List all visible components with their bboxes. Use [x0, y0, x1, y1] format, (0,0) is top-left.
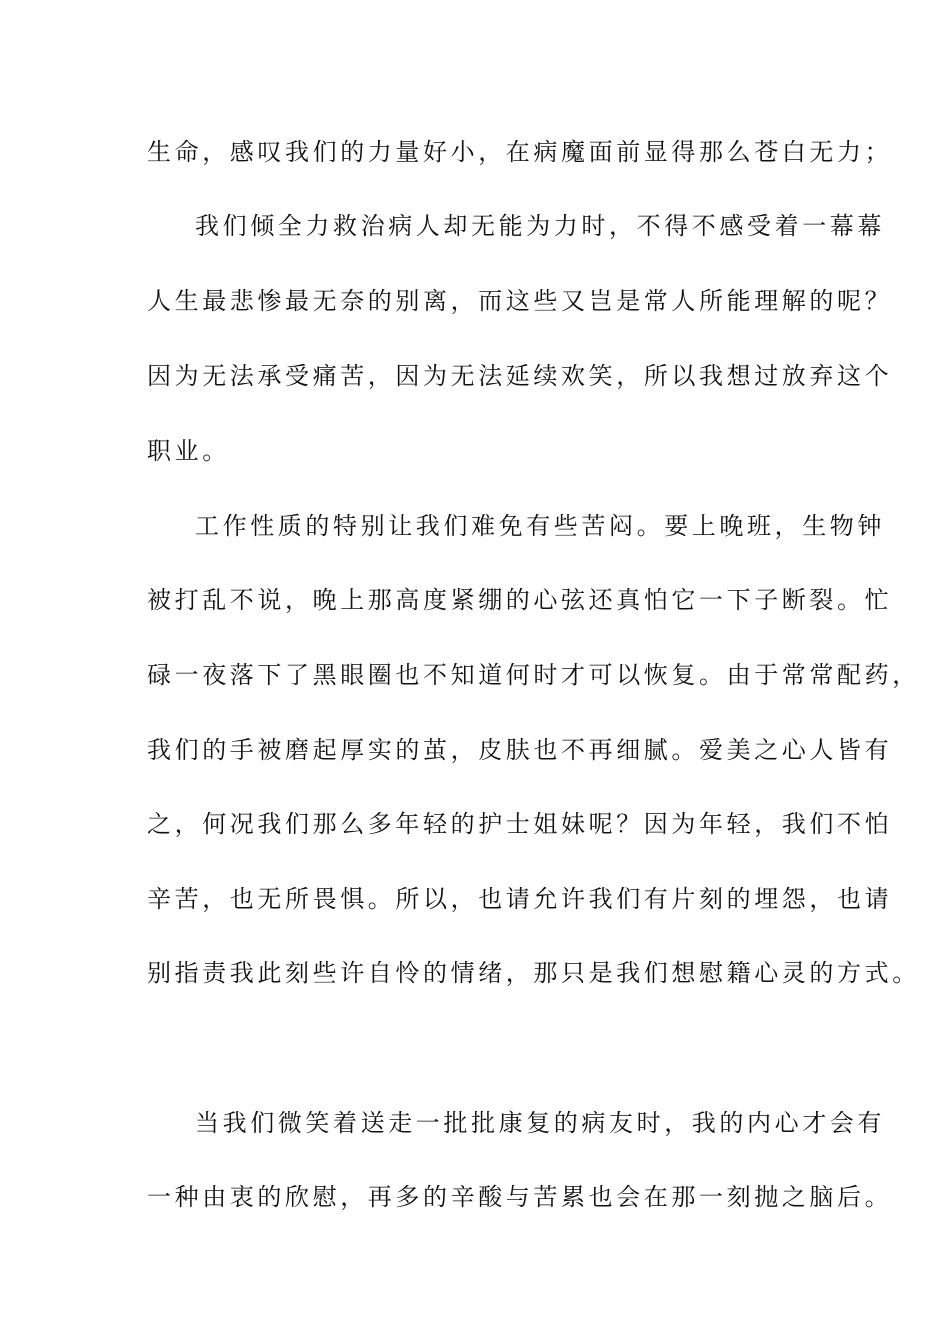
paragraph-2-line-2: 人生最悲惨最无奈的别离，而这些又岂是常人所能理解的呢？	[147, 287, 893, 315]
paragraph-3-line-6: 辛苦，也无所畏惧。所以，也请允许我们有片刻的埋怨，也请	[147, 885, 893, 913]
paragraph-3-line-2: 被打乱不说，晚上那高度紧绷的心弦还真怕它一下子断裂。忙	[147, 586, 893, 614]
paragraph-3-line-4: 我们的手被磨起厚实的茧，皮肤也不再细腻。爱美之心人皆有	[147, 736, 893, 764]
paragraph-4-line-2: 一种由衷的欣慰，再多的辛酸与苦累也会在那一刻抛之脑后。	[147, 1183, 893, 1211]
paragraph-2-line-3: 因为无法承受痛苦，因为无法延续欢笑，所以我想过放弃这个	[147, 362, 893, 390]
paragraph-4-line-1: 当我们微笑着送走一批批康复的病友时，我的内心才会有	[195, 1109, 885, 1137]
paragraph-3-line-1: 工作性质的特别让我们难免有些苦闷。要上晚班，生物钟	[195, 512, 885, 540]
paragraph-1-line-1: 生命，感叹我们的力量好小，在病魔面前显得那么苍白无力；	[147, 138, 893, 166]
paragraph-3-line-3: 碌一夜落下了黑眼圈也不知道何时才可以恢复。由于常常配药，	[147, 661, 920, 689]
paragraph-2-line-1: 我们倾全力救治病人却无能为力时，不得不感受着一幕幕	[195, 212, 885, 240]
paragraph-3-line-5: 之，何况我们那么多年轻的护士姐妹呢？因为年轻，我们不怕	[147, 810, 893, 838]
paragraph-2-line-4: 职业。	[147, 437, 230, 465]
paragraph-3-line-7: 别指责我此刻些许自怜的情绪，那只是我们想慰籍心灵的方式。	[147, 959, 920, 987]
